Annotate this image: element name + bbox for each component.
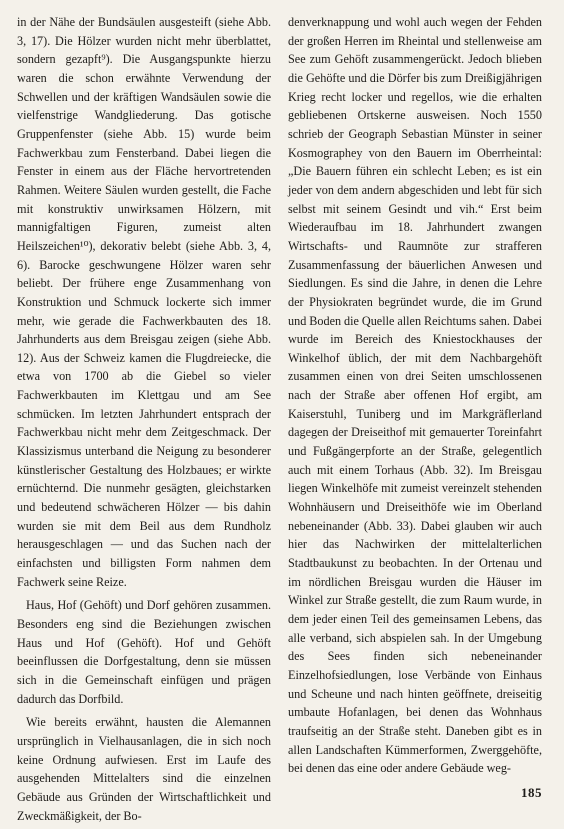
page-number: 185 xyxy=(521,785,542,800)
right-text-column xyxy=(288,13,542,778)
paragraph: Wie bereits erwähnt, hausten die Alemannen ursprünglich in Vielhausanlagen, die in sich noch keine Ordnung aufwiesen. Erst im Laufe des ausgehenden Mittelalters sind die einzelnen Gebäude aus Gründen der Wirtschaftlichkeit und Zweckmäßigkeit, der Bo- xyxy=(17,715,271,823)
paragraph: Haus, Hof (Gehöft) und Dorf gehören zusammen. Besonders eng sind die Beziehungen zwischen Haus und Hof (Gehöft). Hof und Gehöft beeinflussen die Dorfgestaltung, denn sie müssen sich in die Gemeinschaft einfügen und prägen dadurch das Dorfbild. xyxy=(17,598,271,706)
left-text-column xyxy=(17,13,271,825)
paragraph: denverknappung und wohl auch wegen der Fehden der großen Herren im Rheintal und stellenweise am See zum Gehöft zusammengerückt. Jedoch blieben die Gehöfte und die Dörfer bis zum Dreißigjährigen Krieg recht locker und regellos, wie die erhalten gebliebenen Ortskerne ausweisen. Noch 1550 schrieb der Geograph Sebastian Münster in seiner Kosmographey von den Bauern im Oberrheintal: „Die Bauern führen ein schlecht Leben; es ist ein jeder von dem andern abgeschiden und lebt für sich selbst mit seinem Gesindt und vih.“ Erst beim Wiederaufbau im 18. Jahrhundert zwangen Wirtschafts- und Raumnöte zur strafferen Zusammenfassung der bäuerlichen Anwesen und Siedlungen. Es sind die Jahre, in denen die Lehre der Physiokraten begründet wurde, die im Grund und Boden die Quelle allen Reichtums sahen. Dabei wurde im Bereich des Kniestockhauses der Winkelhof üblich, der mit dem Nachbargehöft zusammen einen von drei Seiten umschlossenen nach der Straße aber offenen Hof ergibt, am Kaiserstuhl, Tuniberg und im Markgräflerland dagegen der Dreiseithof mit gemauerter Toreinfahrt und Fußgängerpforte an der Straße, gelegentlich auch mit einem Torhaus (Abb. 32). Im Breisgau liegen Winkelhöfe mit zumeist vereinzelt stehenden Wohnhäusern und Dreiseithöfe wie im Oberland nebeneinander (Abb. 33). Dabei glauben wir auch hier das Nachwirken der mittelalterlichen Stadtbaukunst zu beobachten. In der Ortenau und im nördlichen Breisgau wurden die Häuser im Winkel zur Straße gestellt, die zum Raum wurde, in dem jeder einen Teil des gemeinsamen Lebens, das alle verband, sich abspielen sah. In der Umgebung des Sees finden sich nebeneinander Einzelhofsiedlungen, lose Verbände von Einhaus und Scheune und nach hinten geöffnete, dreiseitig umbaute Hofanlagen, bei denen das Wohnhaus traufseitig an der Straße steht. Daneben gibt es in allen Landschaften Kümmerformen, Zwerggehöfte, bei denen das eine oder andere Gebäude weg- xyxy=(288,15,542,776)
paragraph: in der Nähe der Bundsäulen ausgesteift (siehe Abb. 3, 17). Die Hölzer wurden nicht mehr überblattet, sondern gezapft⁹). Die Ausgangspunkte hierzu waren die schon erwähnte Verwendung der Schwellen und der kräftigen Wandsäulen sowie die vielfenstrige Wandgliederung. Das gotische Gruppenfenster (siehe Abb. 15) wurde beim Fachwerkbau zum Fensterband. Dabei liegen die Fenster in einem aus der Fläche hervortretenden Rahmen. Weitere Säulen wurden gestellt, die Fache mit konstruktiv unwirksamen Hölzern, mit mannigfaltigen Figuren, zumeist alten Heilszeichen¹⁰), dekorativ belebt (siehe Abb. 3, 4, 6). Barocke geschwungene Hölzer waren sehr beliebt. Der frühere enge Zusammenhang von Konstruktion und Schmuck lockerte sich immer mehr, wie gerade die Fachwerkbauten des 18. Jahrhunderts aus dem Breisgau zeigen (siehe Abb. 12). Aus der Schweiz kamen die Flugdreiecke, die etwa von 1700 ab die Giebel so vieler Fachwerkbauten im Klettgau und am See schmücken. Im letzten Jahrhundert entsprach der Fachwerkbau nicht mehr dem Zeitgeschmack. Der Klassizismus unterband die Neigung zu besonderer künstlerischer Gestaltung des Holzbaues; er wirkte ernüchternd. Die nunmehr gesägten, gleichstarken und bedeutend schwächeren Hölzer — bis dahin wurden sie mit dem Beil aus dem Rundholz herausgeschlagen — und das Suchen nach der einfachsten und billigsten Form nahmen dem Fachwerk seine Reize. xyxy=(17,15,271,589)
